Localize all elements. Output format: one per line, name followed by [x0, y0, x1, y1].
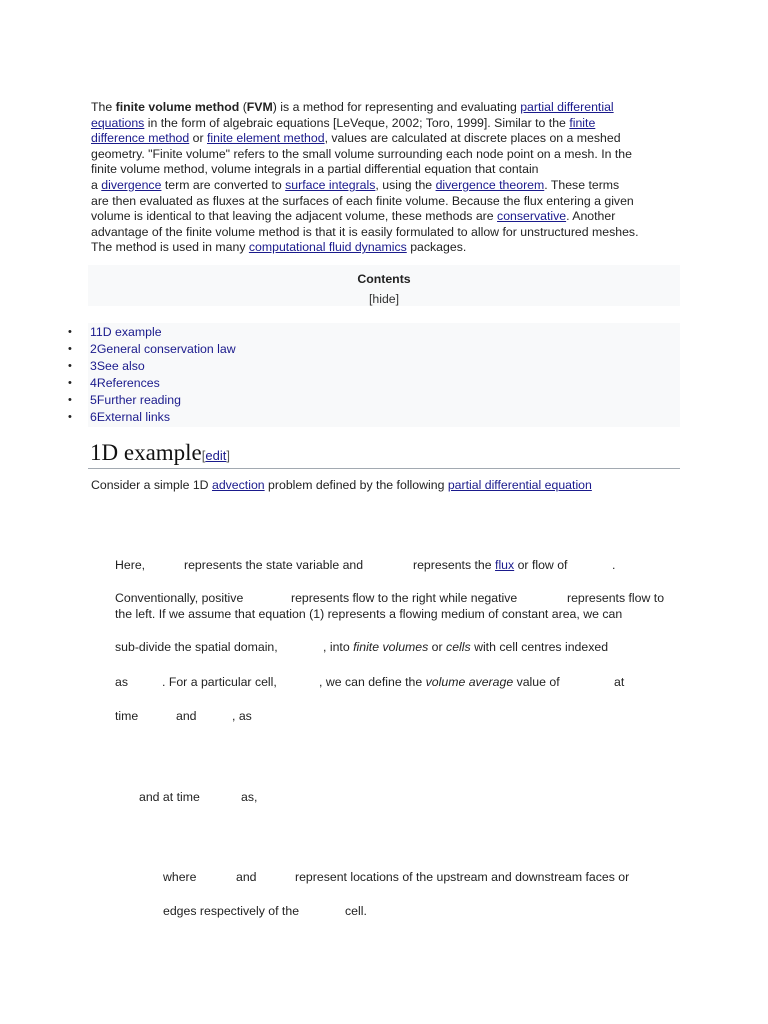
link-surface-integrals[interactable]: surface integrals [285, 177, 376, 192]
term-fvm-abbrev: FVM [246, 100, 273, 114]
text-and-at-time: and at time [139, 790, 200, 804]
text-conventionally: Conventionally, positive [115, 591, 244, 605]
text-period: . [612, 558, 616, 572]
intro-line-10: The method is used in many computational fluid dynamics packages. [91, 240, 467, 255]
edit-section-link[interactable]: edit [205, 448, 227, 463]
link-equations[interactable]: equations [91, 115, 145, 130]
link-divergence[interactable]: divergence [101, 177, 162, 192]
text-and: and [176, 709, 197, 723]
link-finite-difference-method[interactable]: difference method [91, 131, 190, 146]
link-computational-fluid-dynamics[interactable]: computational fluid dynamics [248, 240, 407, 255]
bullet-icon: • [68, 343, 72, 355]
text-particular-cell: . For a particular cell, [162, 675, 277, 689]
text-at: at [614, 675, 625, 689]
intro-line-8: volume is identical to that leaving the adjacent volume, these methods are conservative. Another [91, 209, 616, 224]
text-represents-flow-to: represents flow to [567, 591, 665, 605]
toc-list [68, 323, 680, 427]
toc-title: Contents [357, 272, 411, 286]
intro-line-1: The finite volume method (FVM) is a method for representing and evaluating partial differential [91, 100, 614, 114]
text-left-line: the left. If we assume that equation (1) represents a flowing medium of constant area, we can [115, 607, 623, 621]
bullet-icon: • [68, 394, 72, 406]
bullet-icon: • [68, 377, 72, 389]
intro-line-3: difference method or finite element method, values are calculated at discrete places on a meshed [91, 131, 621, 146]
text-right-negative: represents flow to the right while negative [291, 591, 518, 605]
link-partial-differential-equations[interactable]: partial differential [520, 100, 614, 114]
intro-line-4: geometry. "Finite volume" refers to the small volume surrounding each node point on a mesh. In the [91, 146, 632, 161]
bullet-icon: • [68, 360, 72, 372]
toc-item-general-conservation-law[interactable]: • 2General conservation law [68, 342, 236, 356]
toc-header [88, 265, 680, 306]
toc-item-references[interactable]: • 4References [68, 376, 160, 390]
section-title: 1D example [90, 440, 202, 465]
text-into-cells: , into finite volumes or cells with cell centres indexed [323, 640, 609, 654]
term-fvm-full: finite volume method [115, 100, 240, 114]
text-represent-locations: represent locations of the upstream and downstream faces or [295, 870, 630, 884]
link-finite-element-method[interactable]: finite element method [207, 131, 325, 146]
link-conservative[interactable]: conservative [497, 209, 567, 224]
text-represents-state: represents the state variable and [184, 558, 364, 572]
text-subdivide: sub-divide the spatial domain, [115, 640, 278, 654]
toc-item-1d-example[interactable]: • 11D example [68, 325, 162, 339]
intro-line-6: a divergence term are converted to surface integrals, using the divergence theorem. These terms [91, 177, 620, 192]
text-as-comma: as, [241, 790, 258, 804]
toc-item-further-reading[interactable]: • 5Further reading [68, 393, 181, 407]
intro-paragraph [91, 100, 691, 256]
text-where: where [163, 870, 197, 884]
toc-item-external-links[interactable]: • 6External links [68, 410, 170, 424]
toc-hide-toggle[interactable]: [hide] [368, 292, 400, 306]
link-finite[interactable]: finite [569, 115, 596, 130]
link-divergence-theorem[interactable]: divergence theorem [435, 177, 545, 192]
link-partial-differential-equation[interactable]: partial differential equation [447, 478, 592, 492]
text-and-2: and [236, 870, 257, 884]
text-here: Here, [115, 558, 146, 572]
bullet-icon: • [68, 411, 72, 423]
text-volume-average: , we can define the volume average value of [319, 675, 560, 689]
intro-line-2: equations in the form of algebraic equations [LeVeque, 2002; Toro, 1999]. Similar to the finite [91, 115, 596, 130]
text-cell: cell. [345, 904, 367, 918]
heading-divider [88, 468, 680, 469]
toc-item-see-also[interactable]: • 3See also [68, 359, 145, 373]
intro-line-7: are then evaluated as fluxes at the surfaces of each finite volume. Because the flux entering a given [91, 193, 634, 208]
section-heading: 1D example[edit] [90, 440, 230, 465]
link-flux[interactable]: flux [495, 558, 515, 572]
text-edges: edges respectively of the [163, 904, 300, 918]
text-comma-as: , as [232, 709, 252, 723]
intro-line-9: advantage of the finite volume method is that it is easily formulated to allow for unstructured meshes. [91, 224, 639, 239]
text-as: as [115, 675, 128, 689]
text-time: time [115, 709, 139, 723]
text-represents-flux: represents the flux or flow of [413, 558, 568, 572]
intro-line-5: finite volume method, volume integrals in a partial differential equation that contain [91, 162, 539, 177]
advection-intro: Consider a simple 1D advection problem defined by the following partial differential equation [91, 478, 592, 492]
link-advection[interactable]: advection [211, 478, 265, 492]
bullet-icon: • [68, 326, 72, 338]
